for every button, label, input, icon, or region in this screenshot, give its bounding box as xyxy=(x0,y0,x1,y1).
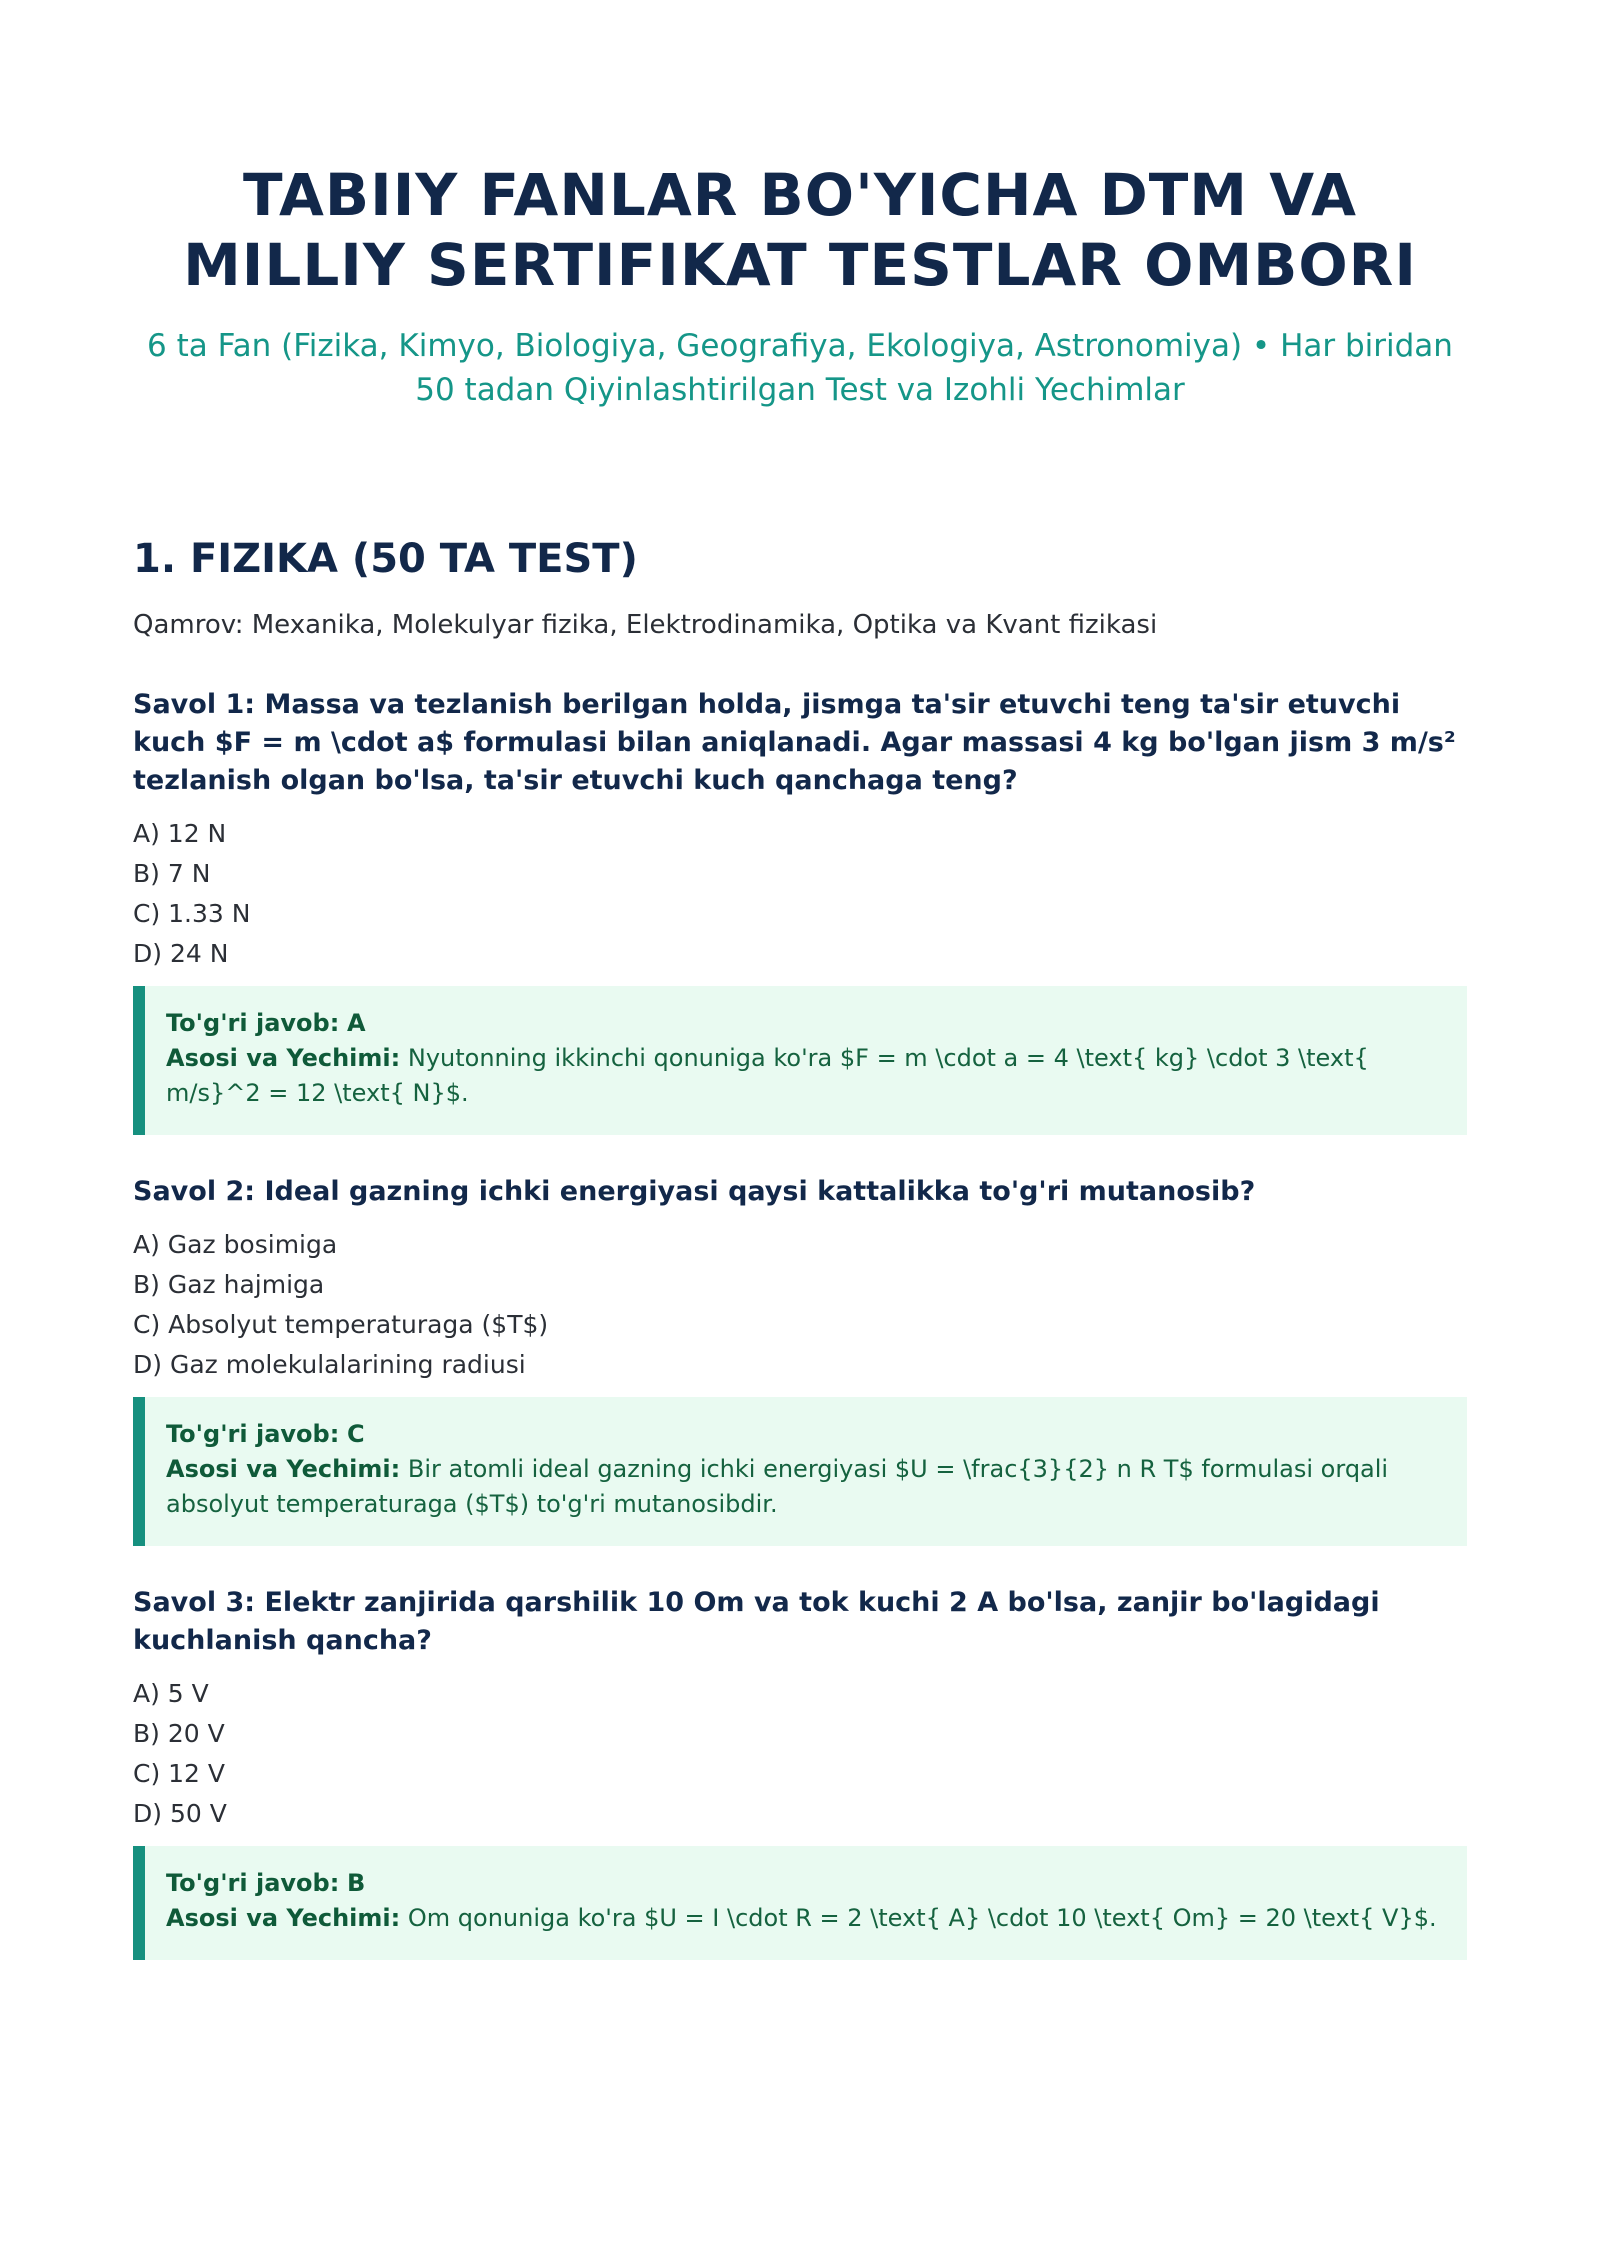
solution-label: Asosi va Yechimi: xyxy=(166,1044,401,1072)
correct-answer-label: To'g'ri javob: xyxy=(166,1869,340,1897)
solution-text: Nyutonning ikkinchi qonuniga ko'ra $F = m \cdot a = 4 \text{ kg} \cdot 3 \text{ m/s}^2 = 12 \text{ N}$. xyxy=(166,1044,1369,1107)
question-1 xyxy=(133,686,1467,1135)
option-b: B) 20 V xyxy=(133,1719,225,1748)
option-b: B) 7 N xyxy=(133,859,211,888)
solution-text: Bir atomli ideal gazning ichki energiyasi $U = \frac{3}{2} n R T$ formulasi orqali absolyut temperaturaga ($T$) to'g'ri mutanosibdir. xyxy=(166,1455,1389,1518)
option-d: D) Gaz molekulalarining radiusi xyxy=(133,1350,526,1379)
solution-text: Om qonuniga ko'ra $U = I \cdot R = 2 \text{ A} \cdot 10 \text{ Om} = 20 \text{ V}$. xyxy=(407,1904,1437,1932)
option-c: C) 1.33 N xyxy=(133,899,251,928)
correct-answer-label: To'g'ri javob: xyxy=(166,1420,340,1448)
solution xyxy=(166,1041,1443,1111)
correct-answer xyxy=(166,1866,1443,1901)
option-d: D) 24 N xyxy=(133,939,229,968)
option-c: C) 12 V xyxy=(133,1759,226,1788)
document-header xyxy=(133,160,1467,412)
answer-box xyxy=(133,1397,1467,1546)
option-a: A) Gaz bosimiga xyxy=(133,1230,338,1259)
solution-label: Asosi va Yechimi: xyxy=(166,1904,401,1932)
correct-answer-label: To'g'ri javob: xyxy=(166,1009,340,1037)
question-3 xyxy=(133,1584,1467,1960)
physics-section xyxy=(133,534,1467,1960)
question-2 xyxy=(133,1173,1467,1546)
solution-label: Asosi va Yechimi: xyxy=(166,1455,401,1483)
correct-answer xyxy=(166,1417,1443,1452)
option-b: B) Gaz hajmiga xyxy=(133,1270,325,1299)
question-text: Savol 1: Massa va tezlanish berilgan holda, jismga ta'sir etuvchi teng ta'sir etuvchi kuch $F = m \cdot a$ formulasi bilan aniqlanadi. Agar massasi 4 kg bo'lgan jism 3 m/s² tezlanish olgan bo'lsa, ta'sir etuvchi kuch qanchaga teng? xyxy=(133,689,1456,796)
solution xyxy=(166,1452,1443,1522)
answer-box xyxy=(133,986,1467,1135)
option-a: A) 12 N xyxy=(133,819,227,848)
answer-options xyxy=(133,1225,1467,1385)
document-subtitle: 6 ta Fan (Fizika, Kimyo, Biologiya, Geografiya, Ekologiya, Astronomiya) • Har biridan 50 tadan Qiyinlashtirilgan Test va Izohli Yechimlar xyxy=(147,328,1453,408)
option-c: C) Absolyut temperaturaga ($T$) xyxy=(133,1310,549,1339)
document-title-line-2: MILLIY SERTIFIKAT TESTLAR OMBORI xyxy=(183,231,1417,299)
answer-options xyxy=(133,814,1467,974)
section-title: 1. FIZIKA (50 TA TEST) xyxy=(133,536,638,582)
document-title-line-1: TABIIY FANLAR BO'YICHA DTM VA xyxy=(242,161,1358,229)
correct-answer-value: C xyxy=(346,1420,365,1448)
option-d: D) 50 V xyxy=(133,1799,227,1828)
correct-answer-value: A xyxy=(346,1009,366,1037)
answer-box xyxy=(133,1846,1467,1960)
answer-options xyxy=(133,1674,1467,1834)
question-text: Savol 3: Elektr zanjirida qarshilik 10 Om va tok kuchi 2 A bo'lsa, zanjir bo'lagidagi kuchlanish qancha? xyxy=(133,1587,1380,1656)
option-a: A) 5 V xyxy=(133,1679,209,1708)
solution xyxy=(166,1901,1443,1936)
question-text: Savol 2: Ideal gazning ichki energiyasi qaysi kattalikka to'g'ri mutanosib? xyxy=(133,1176,1256,1207)
document-title xyxy=(133,160,1467,300)
correct-answer-value: B xyxy=(346,1869,366,1897)
section-scope: Qamrov: Mexanika, Molekulyar fizika, Elektrodinamika, Optika va Kvant fizikasi xyxy=(133,610,1158,640)
correct-answer xyxy=(166,1006,1443,1041)
